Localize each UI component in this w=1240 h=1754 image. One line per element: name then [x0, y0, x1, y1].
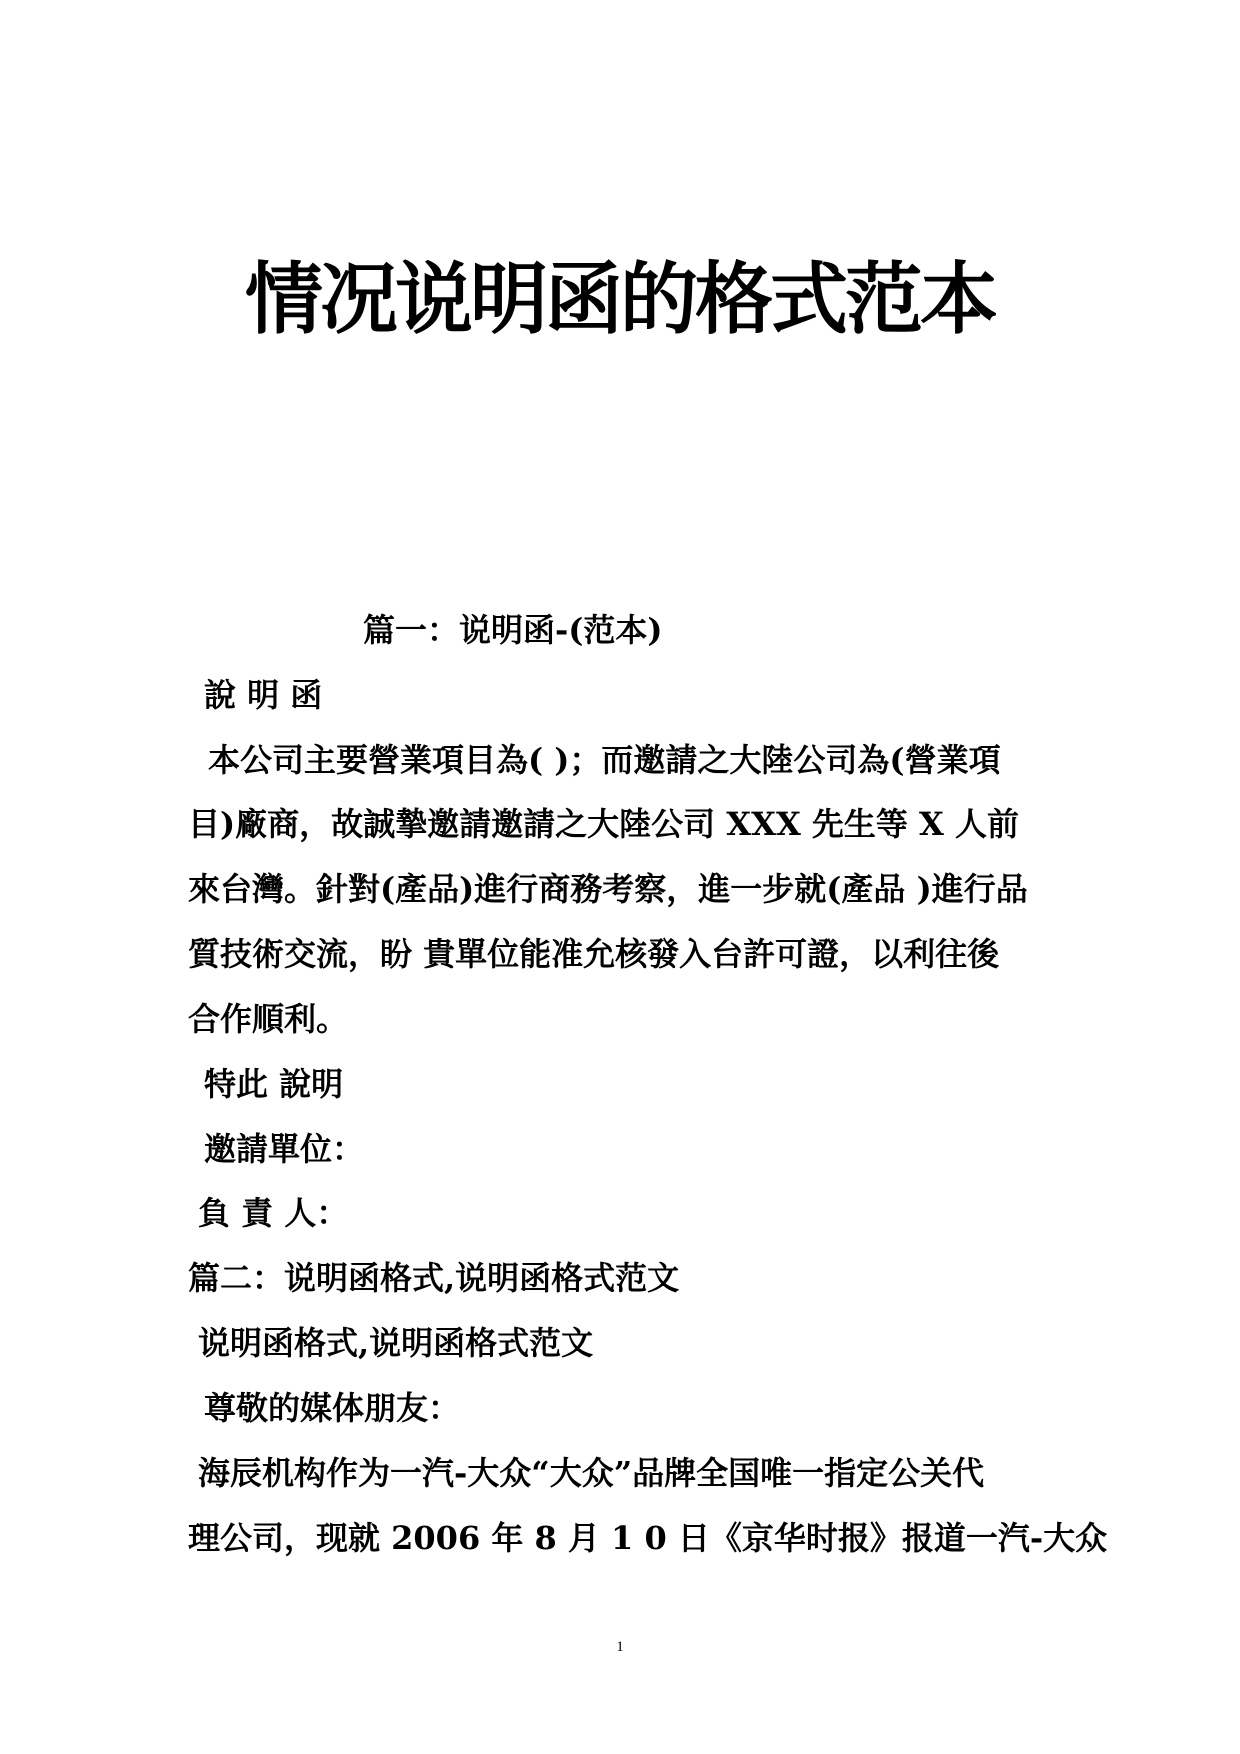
page-number: 1 [616, 1639, 624, 1655]
section-two-heading: 篇二：说明函格式,说明函格式范文 [188, 1259, 680, 1297]
section-two-subheading: 说明函格式,说明函格式范文 [198, 1324, 594, 1362]
responsible-person-label: 負 責 人： [198, 1194, 349, 1232]
body-paragraph-line: 合作順利。 [188, 1000, 349, 1038]
inviting-unit-label: 邀請單位： [204, 1130, 365, 1168]
section-one-heading: 篇一：说明函-(范本) [363, 611, 663, 649]
letter-title: 說 明 函 [204, 676, 323, 714]
salutation: 尊敬的媒体朋友： [204, 1389, 461, 1427]
body-paragraph-line: 來台灣。針對(產品)進行商務考察，進一步就(產品 )進行品 [188, 870, 1028, 908]
body-paragraph-line: 本公司主要營業項目為( )；而邀請之大陸公司為(營業項 [208, 741, 1001, 779]
body-paragraph-line: 質技術交流，盼 貴單位能准允核發入台許可證，以利往後 [188, 935, 1000, 973]
closing-statement: 特此 說明 [204, 1065, 344, 1103]
body-paragraph-line: 海辰机构作为一汽-大众“大众”品牌全国唯一指定公关代 [198, 1454, 985, 1492]
body-paragraph-line: 理公司，现就 2006 年 8 月 1 0 日《京华时报》报道一汽-大众 [188, 1519, 1108, 1557]
body-paragraph-line: 目)廠商，故誠摯邀請邀請之大陸公司 XXX 先生等 X 人前 [188, 805, 1020, 843]
document-title: 情况说明函的格式范本 [244, 255, 995, 345]
